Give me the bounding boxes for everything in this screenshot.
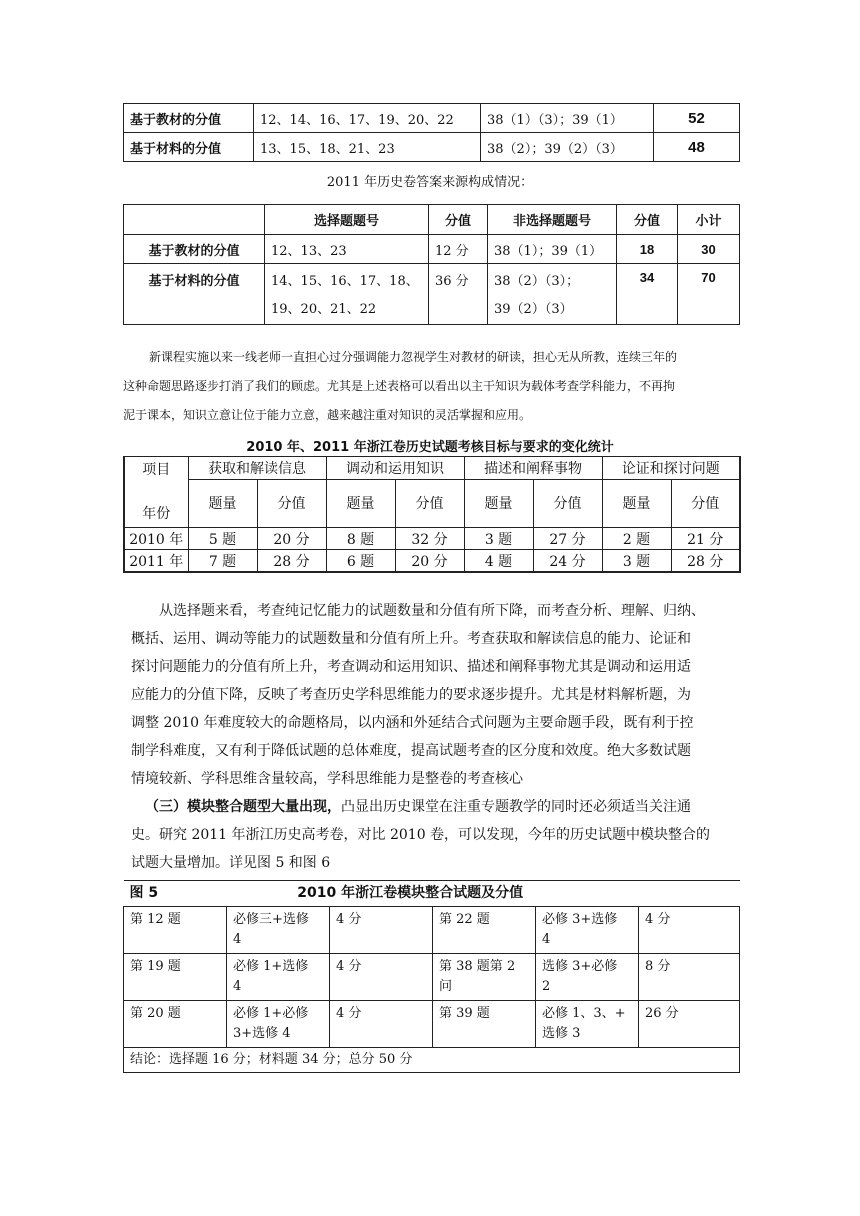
module-cell: 选修 3+必修 2: [536, 954, 639, 1001]
table-cell: 21 分: [671, 528, 740, 550]
sub-header: 分值: [395, 479, 464, 527]
year-cell: 2011 年: [124, 550, 188, 573]
question-cell: 第 38 题第 2 问: [433, 954, 536, 1001]
table-cell: 20 分: [395, 550, 464, 573]
table-row: [124, 550, 740, 573]
table-row: [124, 133, 740, 162]
corner-header: 项目 年份: [124, 457, 188, 528]
caption-2011: 2011 年历史卷答案来源构成情况：: [326, 175, 534, 190]
total-score: 48: [654, 133, 740, 162]
table-cell: 2 题: [602, 528, 671, 550]
row-label: 基于教材的分值: [124, 104, 254, 133]
nonmc-score: 34: [617, 264, 678, 325]
table-cell: 6 题: [326, 550, 395, 573]
module-cell: 必修 1+选修 4: [227, 954, 330, 1001]
col-header: 选择题题号: [265, 205, 429, 235]
table-cell: 28 分: [671, 550, 740, 573]
question-cell: 第 39 题: [433, 1001, 536, 1048]
table-cell: 3 题: [464, 528, 533, 550]
score-cell: 26 分: [639, 1001, 740, 1048]
sub-header: 分值: [671, 479, 740, 527]
paragraph-1: 新课程实施以来一线老师一直担心过分强调能力忽视学生对教材的研读，担心无从所教，连续三年的 这种命题思路逐步打消了我们的顾虑。尤其是上述表格可以看出以主干知识为载体考查学科能力，不再拘 泥于课本，知识立意让位于能力立意，越来越注重对知识的灵活掌握和应用。: [123, 350, 678, 422]
nonmc-score: 18: [617, 235, 678, 264]
mc-score: 36 分: [429, 264, 488, 325]
score-cell: 8 分: [639, 954, 740, 1001]
table-cell: 3 题: [602, 550, 671, 573]
col-header: 分值: [429, 205, 488, 235]
table-row: [124, 528, 740, 550]
table-header-row: [124, 205, 740, 235]
table-header-row: [124, 881, 740, 907]
module-cell: 必修 3+选修 4: [536, 907, 639, 954]
figure-label: 图 5: [129, 885, 159, 901]
sub-header: 题量: [326, 479, 395, 527]
year-cell: 2010 年: [124, 528, 188, 550]
table-row: [124, 235, 740, 264]
group-header: 论证和探讨问题: [602, 457, 740, 480]
module-table: [123, 880, 740, 1073]
table4-title: 2010 年浙江卷模块整合试题及分值: [297, 885, 524, 901]
nonmc-numbers: 38（1）；39（1）: [488, 235, 617, 264]
mc-numbers: 12、14、16、17、19、20、22: [254, 104, 481, 133]
table-row: [124, 264, 740, 325]
section-heading: （三）模块整合题型大量出现，: [145, 799, 341, 815]
conclusion-row: [124, 1048, 740, 1073]
module-cell: 必修三+选修 4: [227, 907, 330, 954]
table-cell: 4 题: [464, 550, 533, 573]
paragraph-2: 从选择题来看，考查纯记忆能力的试题数量和分值有所下降，而考查分析、理解、归纳、 概括、运用、调动等能力的试题数量和分值有所上升。考查获取和解读信息的能力、论证和 探讨问题能力的分值有所上升，考查调动和运用知识、描述和阐释事物尤其是调动和运用适 应能力的分值下降，反映了考查历史学科思维能力的要求逐步提升。尤其是材料解析题，为 调整 2010 年难度较大的命题格局，以内涵和外延结合式问题为主要命题手段，既有利于控 制学科难度，又有利于降低试题的总体难度，提高试题考查的区分度和效度。绝大多数试题 情境较新、学科思维含量较高，学科思维能力是整卷的考查核心: [131, 603, 705, 787]
group-header: 获取和解读信息: [188, 457, 326, 480]
score-cell: 4 分: [639, 907, 740, 954]
col-header: 小计: [678, 205, 740, 235]
question-cell: 第 12 题: [124, 907, 227, 954]
nonmc-numbers: 38（2）（3）； 39（2）（3）: [488, 264, 617, 325]
table-cell: 24 分: [533, 550, 602, 573]
table-cell: 32 分: [395, 528, 464, 550]
group-header: 描述和阐释事物: [464, 457, 602, 480]
table-subheader-row: [124, 479, 740, 527]
col-header: 分值: [617, 205, 678, 235]
table-header-row: [124, 457, 740, 480]
table-row: [124, 1001, 740, 1048]
row-label: 基于材料的分值: [124, 264, 265, 325]
source-table-2011: [123, 204, 740, 325]
sub-header: 题量: [602, 479, 671, 527]
question-cell: 第 20 题: [124, 1001, 227, 1048]
score-cell: 4 分: [330, 907, 433, 954]
table3-title: 2010 年、2011 年浙江卷历史试题考核目标与要求的变化统计: [246, 440, 614, 455]
group-header: 调动和运用知识: [326, 457, 464, 480]
subtotal: 30: [678, 235, 740, 264]
mc-numbers: 12、13、23: [265, 235, 429, 264]
table-row: [124, 104, 740, 133]
source-table-2010: [123, 103, 740, 162]
col-header: 非选择题题号: [488, 205, 617, 235]
mc-numbers: 14、15、16、17、18、 19、20、21、22: [265, 264, 429, 325]
table-cell: 20 分: [257, 528, 326, 550]
table-cell: 27 分: [533, 528, 602, 550]
sub-header: 题量: [188, 479, 257, 527]
mc-score: 12 分: [429, 235, 488, 264]
table-row: [124, 907, 740, 954]
table-row: [124, 954, 740, 1001]
total-score: 52: [654, 104, 740, 133]
module-cell: 必修 1+必修 3+选修 4: [227, 1001, 330, 1048]
table-cell: 5 题: [188, 528, 257, 550]
table-cell: 8 题: [326, 528, 395, 550]
nonmc-numbers: 38（1）（3）；39（1）: [481, 104, 654, 133]
question-cell: 第 19 题: [124, 954, 227, 1001]
nonmc-numbers: 38（2）；39（2）（3）: [481, 133, 654, 162]
objectives-table: [123, 456, 741, 573]
sub-header: 分值: [533, 479, 602, 527]
paragraph-3: （三）模块整合题型大量出现，凸显出历史课堂在注重专题教学的同时还必须适当关注通 史。研究 2011 年浙江历史高考卷，对比 2010 卷，可以发现，今年的历史试题中模块整合的 试题大量增加。详见图 5 和图 6: [131, 799, 711, 871]
module-cell: 必修 1、3、+ 选修 3: [536, 1001, 639, 1048]
conclusion: 结论：选择题 16 分；材料题 34 分；总分 50 分: [124, 1048, 740, 1073]
table-cell: 28 分: [257, 550, 326, 573]
sub-header: 题量: [464, 479, 533, 527]
score-cell: 4 分: [330, 1001, 433, 1048]
sub-header: 分值: [257, 479, 326, 527]
table-cell: 7 题: [188, 550, 257, 573]
subtotal: 70: [678, 264, 740, 325]
mc-numbers: 13、15、18、21、23: [254, 133, 481, 162]
row-label: 基于教材的分值: [124, 235, 265, 264]
row-label: 基于材料的分值: [124, 133, 254, 162]
score-cell: 4 分: [330, 954, 433, 1001]
question-cell: 第 22 题: [433, 907, 536, 954]
